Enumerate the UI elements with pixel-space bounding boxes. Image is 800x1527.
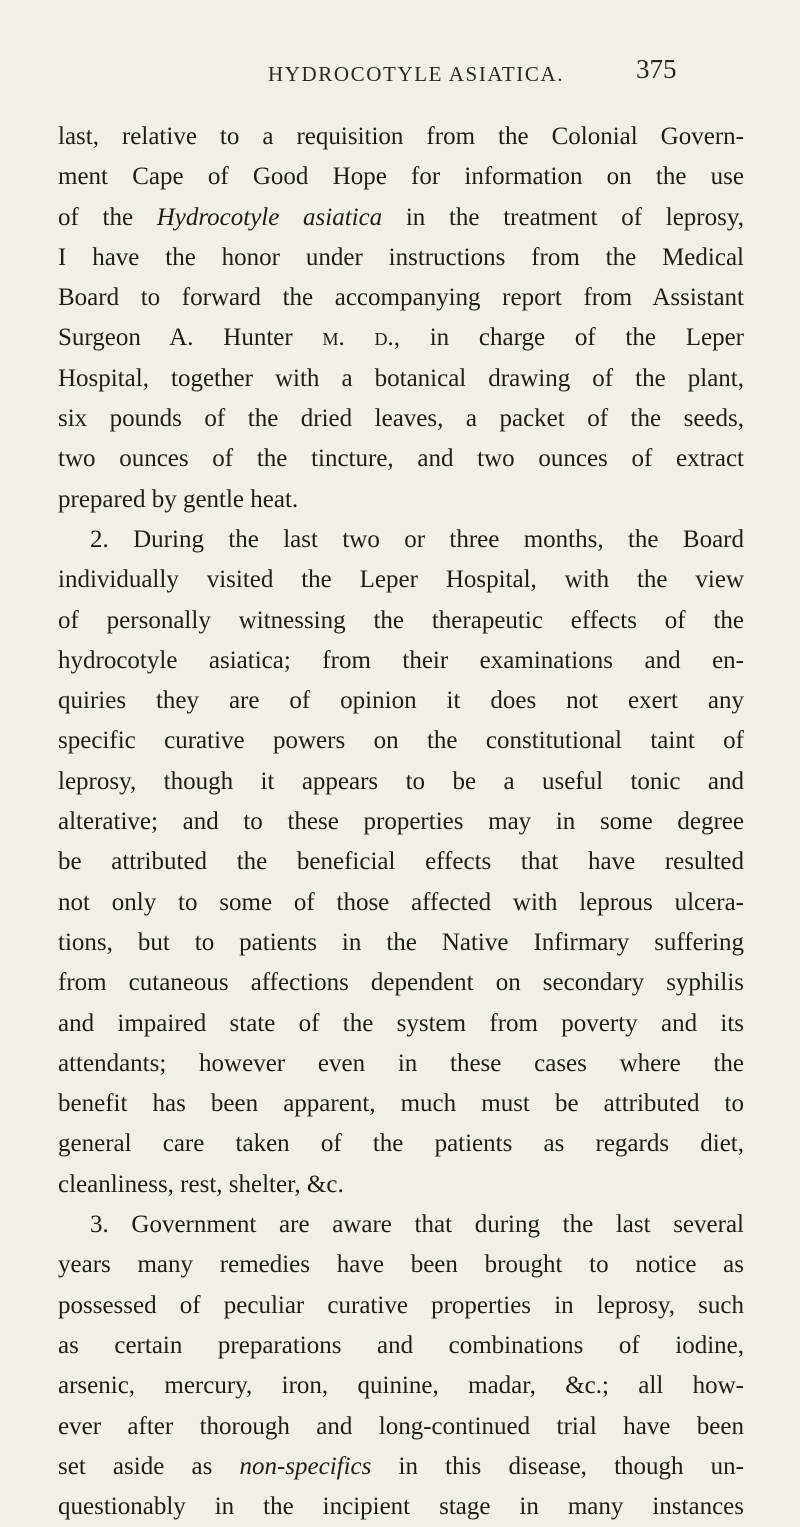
text-segment: general care taken of the patients as regards diet, [58, 1130, 744, 1158]
text-line [58, 318, 744, 358]
text-segment: individually visited the Leper Hospital, with the view [58, 566, 744, 594]
text-segment: last, relative to a requisition from the Colonial Govern- [58, 123, 744, 150]
text-line [58, 1245, 744, 1285]
text-segment: in the treatment of leprosy, [382, 203, 744, 231]
text-segment: alterative; and to these properties may in some degree [58, 808, 744, 836]
text-segment: I have the honor under instructions from the Medical [58, 243, 744, 271]
text-line [58, 1286, 744, 1326]
text-segment: years many remedies have been brought to notice as [58, 1251, 744, 1279]
text-segment: arsenic, mercury, iron, quinine, madar, &c.; all how- [58, 1372, 744, 1400]
text-line [58, 278, 744, 318]
text-line [58, 641, 744, 681]
text-line [58, 883, 744, 923]
text-line [58, 963, 744, 1003]
page-number: 375 [636, 54, 677, 84]
text-line [58, 1044, 744, 1084]
text-line [58, 601, 744, 641]
text-segment: benefit has been apparent, much must be attributed to [58, 1090, 744, 1118]
text-line [58, 762, 744, 802]
text-line [58, 1165, 744, 1205]
text-segment: specific curative powers on the constitutional taint of [58, 727, 744, 755]
text-segment: hydrocotyle asiatica; from their examinations and en- [58, 646, 744, 674]
text-line [58, 802, 744, 842]
running-head [0, 54, 800, 102]
text-segment: from cutaneous affections dependent on secondary syphilis [58, 969, 744, 997]
text-line [58, 681, 744, 721]
text-line [58, 1326, 744, 1366]
text-segment: in this disease, though un- [371, 1452, 745, 1480]
text-segment: leprosy, though it appears to be a useful tonic and [58, 767, 744, 795]
text-segment: quiries they are of opinion it does not exert any [58, 687, 744, 715]
italic-text: Hydrocotyle asiatica [156, 203, 383, 231]
text-line [58, 238, 744, 278]
text-line [58, 1447, 744, 1487]
text-line [58, 480, 744, 520]
text-segment: of the [58, 203, 157, 231]
text-segment: ment Cape of Good Hope for information on the use [58, 163, 744, 191]
text-segment: set aside as [58, 1452, 240, 1480]
text-segment: attendants; however even in these cases where the [58, 1049, 744, 1077]
text-line [58, 1124, 744, 1164]
text-segment: ever after thorough and long-continued trial have been [58, 1412, 744, 1440]
text-segment: cleanliness, rest, shelter, &c. [58, 1170, 344, 1198]
body-text [58, 117, 744, 1527]
italic-text: non-specifics [239, 1452, 372, 1480]
text-line [58, 1366, 744, 1406]
text-line [58, 198, 744, 238]
text-segment: Board to forward the accompanying report from Assistant [58, 284, 744, 312]
text-line [58, 520, 744, 560]
text-segment: six pounds of the dried leaves, a packet of the seeds, [58, 405, 744, 433]
text-segment: as certain preparations and combinations of iodine, [58, 1331, 744, 1359]
smallcaps-text: m. d. [322, 324, 394, 352]
text-line [58, 1004, 744, 1044]
text-segment: not only to some of those affected with leprous ulcera- [58, 888, 744, 916]
text-segment: questionably in the incipient stage in many instances [58, 1493, 744, 1521]
text-segment: Hospital, together with a botanical drawing of the plant, [58, 364, 744, 392]
text-line [58, 117, 744, 157]
text-line [58, 923, 744, 963]
text-line [58, 560, 744, 600]
text-line [58, 399, 744, 439]
text-segment: and impaired state of the system from poverty and its [58, 1009, 744, 1037]
text-segment: Surgeon A. Hunter [58, 324, 323, 352]
text-line [58, 1205, 744, 1245]
text-line [58, 157, 744, 197]
text-line [58, 1084, 744, 1124]
text-line [58, 359, 744, 399]
text-line [58, 439, 744, 479]
text-segment: possessed of peculiar curative properties in leprosy, such [58, 1291, 744, 1319]
text-segment: prepared by gentle heat. [58, 485, 299, 513]
text-segment: , in charge of the Leper [393, 324, 744, 352]
text-line [58, 1407, 744, 1447]
running-title: HYDROCOTYLE ASIATICA. [268, 62, 565, 86]
text-segment: tions, but to patients in the Native Infirmary suffering [58, 928, 744, 956]
text-segment: 2. During the last two or three months, the Board [90, 525, 744, 553]
text-segment: 3. Government are aware that during the last several [90, 1211, 744, 1239]
text-line [58, 842, 744, 882]
text-segment: be attributed the beneficial effects that have resulted [58, 848, 744, 876]
text-line [58, 1487, 744, 1527]
text-segment: two ounces of the tincture, and two ounces of extract [58, 445, 744, 473]
text-segment: of personally witnessing the therapeutic effects of the [58, 606, 744, 634]
text-line [58, 721, 744, 761]
